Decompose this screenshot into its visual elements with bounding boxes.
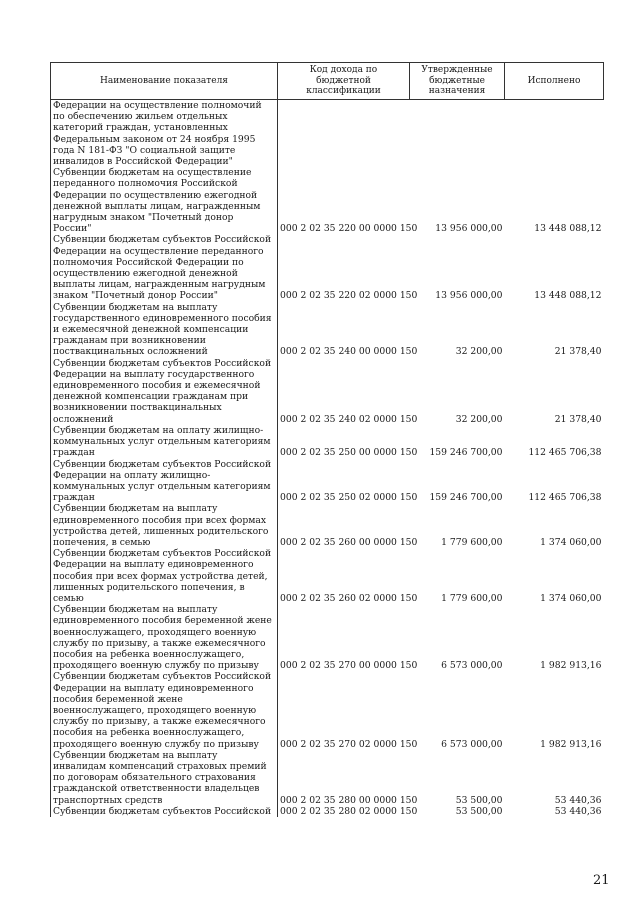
header-executed: Исполнено <box>505 63 604 100</box>
indicator-name: Субвенции бюджетам субъектов Российской Федерации на оплату жилищно-коммунальных услуг отдельным категориям граждан <box>51 459 278 504</box>
table-header <box>51 63 604 100</box>
approved-amount: 13 956 000,00 <box>435 290 503 302</box>
executed-amount: 53 440,36 <box>554 805 602 817</box>
indicator-name: Федерации на осуществление полномочий по обеспечению жильем отдельных категорий граждан, установленных Федеральным законом от 24 ноября 1995 года N 181-ФЗ "О социальной защите инвалидов в Российской Федерации" <box>51 100 278 168</box>
table-row <box>51 425 604 459</box>
indicator-name: Субвенции бюджетам на осуществление переданного полномочия Российской Федерации по осуществлению ежегодной денежной выплаты лицам, награжденным нагрудным знаком "Почетный донор России" <box>51 167 278 234</box>
table-row <box>51 671 604 749</box>
table-row <box>51 302 604 358</box>
income-code: 000 2 02 35 270 02 0000 150 <box>280 738 418 750</box>
approved-amount: 6 573 000,00 <box>441 738 503 750</box>
approved-amount: 53 500,00 <box>455 805 503 817</box>
executed-amount <box>505 100 604 168</box>
indicator-name: Субвенции бюджетам субъектов Российской Федерации на осуществление переданного полномочия Российской Федерации по осуществлению ежегодной денежной выплаты лицам, награжденным нагрудным знаком "Почетный донор России" <box>51 234 278 301</box>
table-body <box>51 100 604 818</box>
executed-amount: 13 448 088,12 <box>534 223 602 235</box>
budget-execution-table <box>50 62 604 817</box>
approved-amount: 159 246 700,00 <box>429 492 503 504</box>
approved-amount: 32 200,00 <box>455 346 503 358</box>
executed-amount: 21 378,40 <box>554 346 602 358</box>
header-approved-appropriations: Утвержденные бюджетные назначения <box>410 63 505 100</box>
income-code: 000 2 02 35 250 00 0000 150 <box>280 447 418 459</box>
executed-amount: 1 982 913,16 <box>540 660 602 672</box>
header-income-code: Код дохода по бюджетной классификации <box>278 63 410 100</box>
table-row <box>51 548 604 604</box>
approved-amount <box>410 100 505 168</box>
income-code: 000 2 02 35 260 00 0000 150 <box>280 536 418 548</box>
income-code: 000 2 02 35 250 02 0000 150 <box>280 492 418 504</box>
income-code: 000 2 02 35 240 02 0000 150 <box>280 413 418 425</box>
executed-amount: 112 465 706,38 <box>528 447 602 459</box>
indicator-name: Субвенции бюджетам субъектов Российской Федерации на выплату единовременного пособия беременной жене военнослужащего, проходящего военную службу по призыву, а также ежемесячного пособия на ребенка военнослужащего, проходящего военную службу по призыву <box>51 671 278 749</box>
income-code: 000 2 02 35 220 00 0000 150 <box>280 223 418 235</box>
indicator-name: Субвенции бюджетам на выплату инвалидам компенсаций страховых премий по договорам обязательного страхования гражданской ответственности владельцев транспортных средств <box>51 750 278 806</box>
approved-amount: 1 779 600,00 <box>441 592 503 604</box>
indicator-name: Субвенции бюджетам субъектов Российской <box>51 806 278 817</box>
table-row <box>51 167 604 234</box>
income-code: 000 2 02 35 280 02 0000 150 <box>280 805 418 817</box>
approved-amount: 53 500,00 <box>455 794 503 806</box>
income-code: 000 2 02 35 260 02 0000 150 <box>280 592 418 604</box>
indicator-name: Субвенции бюджетам субъектов Российской Федерации на выплату государственного единовременного пособия и ежемесячной денежной компенсации гражданам при возникновении поствакцинальных осложнений <box>51 358 278 425</box>
approved-amount: 13 956 000,00 <box>435 223 503 235</box>
executed-amount: 112 465 706,38 <box>528 492 602 504</box>
indicator-name: Субвенции бюджетам на оплату жилищно-коммунальных услуг отдельным категориям граждан <box>51 425 278 459</box>
table-row <box>51 459 604 504</box>
indicator-name: Субвенции бюджетам на выплату единовременного пособия при всех формах устройства детей, лишенных родительского попечения, в семью <box>51 503 278 548</box>
indicator-name: Субвенции бюджетам на выплату единовременного пособия беременной жене военнослужащего, проходящего военную службу по призыву, а также ежемесячного пособия на ребенка военнослужащего, проходящего военную службу по призыву <box>51 604 278 671</box>
executed-amount: 1 374 060,00 <box>540 536 602 548</box>
table-row <box>51 604 604 671</box>
header-indicator-name: Наименование показателя <box>51 63 278 100</box>
executed-amount: 13 448 088,12 <box>534 290 602 302</box>
table-row <box>51 750 604 806</box>
executed-amount: 1 982 913,16 <box>540 738 602 750</box>
table-row <box>51 234 604 301</box>
income-code <box>278 100 410 168</box>
income-code: 000 2 02 35 280 00 0000 150 <box>280 794 418 806</box>
income-code: 000 2 02 35 240 00 0000 150 <box>280 346 418 358</box>
approved-amount: 6 573 000,00 <box>441 660 503 672</box>
table-row <box>51 358 604 425</box>
approved-amount: 159 246 700,00 <box>429 447 503 459</box>
executed-amount: 21 378,40 <box>554 413 602 425</box>
executed-amount: 1 374 060,00 <box>540 592 602 604</box>
table-row <box>51 503 604 548</box>
approved-amount: 32 200,00 <box>455 413 503 425</box>
indicator-name: Субвенции бюджетам субъектов Российской Федерации на выплату единовременного пособия при всех формах устройства детей, лишенных родительского попечения, в семью <box>51 548 278 604</box>
table-row <box>51 100 604 168</box>
page-number: 21 <box>593 873 610 888</box>
executed-amount: 53 440,36 <box>554 794 602 806</box>
table-row <box>51 806 604 817</box>
indicator-name: Субвенции бюджетам на выплату государственного единовременного пособия и ежемесячной денежной компенсации гражданам при возникновении поствакцинальных осложнений <box>51 302 278 358</box>
approved-amount: 1 779 600,00 <box>441 536 503 548</box>
income-code: 000 2 02 35 270 00 0000 150 <box>280 660 418 672</box>
income-code: 000 2 02 35 220 02 0000 150 <box>280 290 418 302</box>
